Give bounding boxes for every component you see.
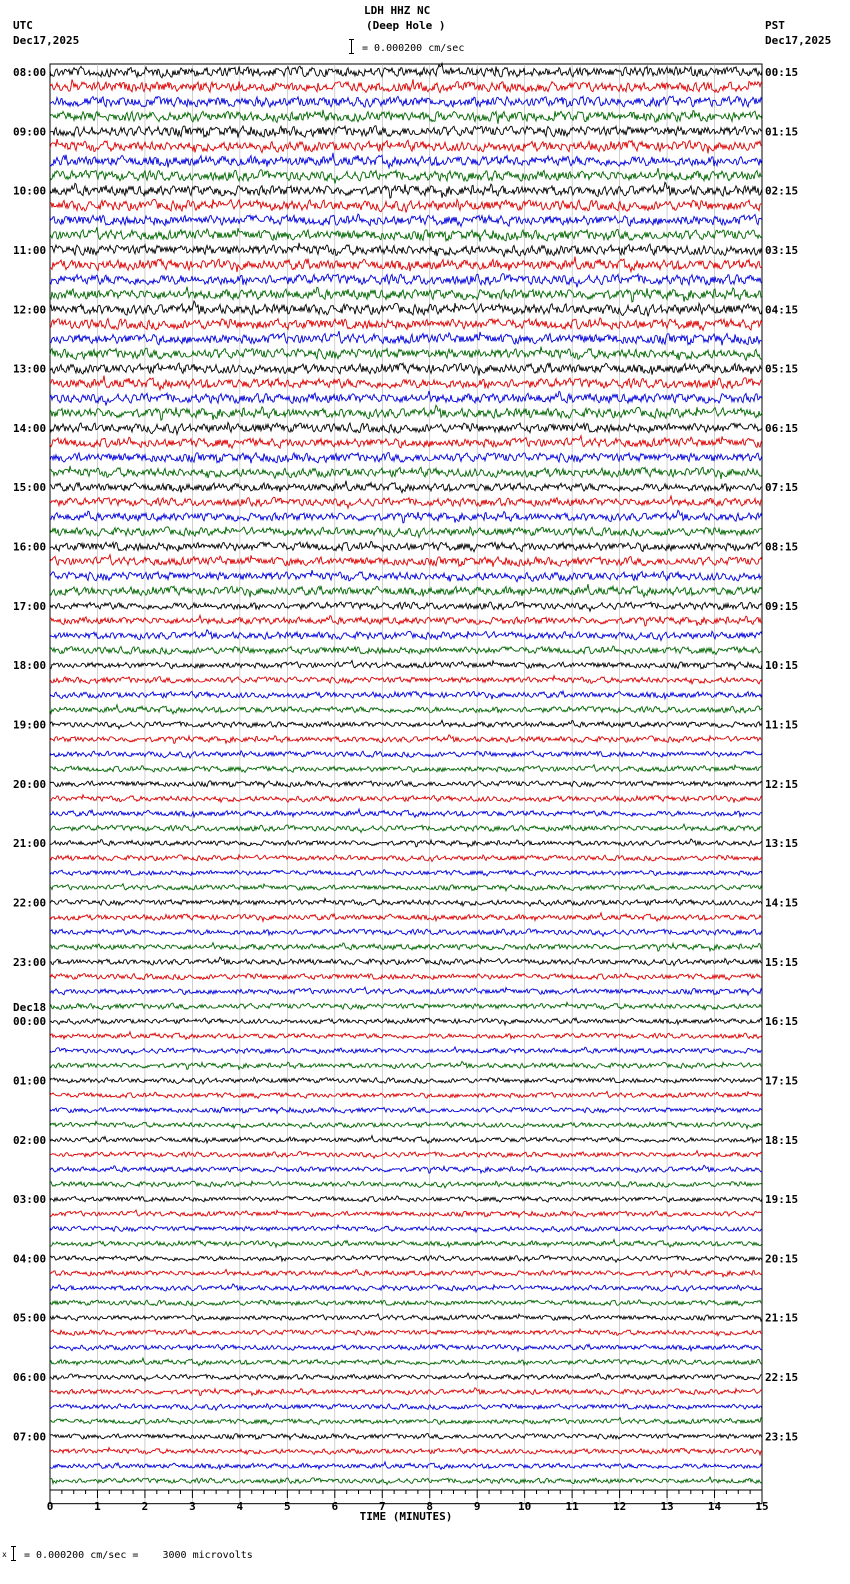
x-tick-label: 0 xyxy=(46,1500,54,1513)
trace-line xyxy=(50,1404,762,1411)
trace-line xyxy=(50,884,762,891)
right-hour-label: 17:15 xyxy=(765,1074,799,1088)
trace-line xyxy=(50,436,762,449)
trace-line xyxy=(50,466,762,479)
trace-line xyxy=(50,676,762,684)
trace-line xyxy=(50,957,762,966)
left-hour-label: 11:00 xyxy=(13,243,47,257)
station-title: LDH HHZ NC xyxy=(364,4,431,17)
left-hour-label: 08:00 xyxy=(13,66,47,79)
left-hour-label: 10:00 xyxy=(13,184,47,198)
trace-line xyxy=(50,1062,762,1070)
trace-line xyxy=(50,929,762,937)
x-tick-label: 6 xyxy=(331,1500,339,1513)
trace-line xyxy=(50,584,762,597)
trace-line xyxy=(50,1121,762,1128)
trace-line xyxy=(50,765,762,773)
trace-line xyxy=(50,1284,762,1292)
left-timezone: UTC xyxy=(13,19,33,32)
trace-line xyxy=(50,1462,762,1470)
trace-line xyxy=(50,199,762,212)
trace-line xyxy=(50,347,762,361)
trace-line xyxy=(50,481,762,493)
trace-line xyxy=(50,602,762,612)
left-hour-label: 14:00 xyxy=(13,421,47,435)
trace-line xyxy=(50,63,762,78)
left-hour-label: 05:00 xyxy=(13,1311,47,1325)
x-tick-label: 8 xyxy=(426,1500,434,1513)
trace-line xyxy=(50,126,762,138)
trace-line xyxy=(50,1196,762,1202)
trace-line xyxy=(50,630,762,641)
right-hour-label: 09:15 xyxy=(765,599,799,613)
trace-line xyxy=(50,405,762,420)
trace-line xyxy=(50,214,762,226)
trace-line xyxy=(50,824,762,832)
left-hour-label: 09:00 xyxy=(13,125,47,139)
right-hour-label: 14:15 xyxy=(765,896,799,910)
left-hour-label: 12:00 xyxy=(13,303,47,317)
trace-line xyxy=(50,1165,762,1173)
right-hour-label: 00:15 xyxy=(765,66,799,79)
right-hour-label: 16:15 xyxy=(765,1015,799,1029)
trace-line xyxy=(50,1136,762,1144)
x-tick-label: 9 xyxy=(473,1500,481,1513)
x-axis-label: TIME (MINUTES) xyxy=(359,1510,453,1523)
scale-label: = 0.000200 cm/sec xyxy=(362,43,465,54)
x-tick-label: 5 xyxy=(284,1500,291,1513)
right-hour-label: 10:15 xyxy=(765,659,799,673)
trace-line xyxy=(50,110,762,124)
trace-line xyxy=(50,1091,762,1098)
right-hour-label: 21:15 xyxy=(765,1311,799,1325)
right-hour-label: 23:15 xyxy=(765,1430,799,1444)
x-tick-label: 14 xyxy=(707,1500,722,1513)
trace-line xyxy=(50,318,762,330)
trace-line xyxy=(50,496,762,508)
trace-line xyxy=(50,1344,762,1351)
trace-line xyxy=(50,661,762,670)
left-hour-label: 00:00 xyxy=(13,1015,47,1029)
trace-line xyxy=(50,227,762,241)
trace-line xyxy=(50,527,762,538)
trace-line xyxy=(50,1151,762,1159)
x-tick-label: 7 xyxy=(378,1500,386,1513)
trace-line xyxy=(50,1210,762,1217)
left-hour-label: 15:00 xyxy=(13,481,47,495)
footer-scale-bar-icon xyxy=(11,1546,17,1562)
trace-line xyxy=(50,423,762,435)
trace-line xyxy=(50,391,762,406)
footer-scale-label: = 0.000200 cm/sec = 3000 microvolts xyxy=(24,1550,253,1561)
trace-line xyxy=(50,1181,762,1188)
trace-line xyxy=(50,1047,762,1055)
station-location: (Deep Hole ) xyxy=(366,19,446,32)
x-tick-label: 12 xyxy=(612,1500,627,1513)
trace-line xyxy=(50,376,762,390)
trace-line xyxy=(50,691,762,699)
trace-line xyxy=(50,751,762,758)
right-hour-label: 08:15 xyxy=(765,540,799,554)
trace-line xyxy=(50,1225,762,1232)
trace-line xyxy=(50,1314,762,1321)
trace-line xyxy=(50,301,762,316)
right-hour-label: 19:15 xyxy=(765,1193,799,1207)
trace-line xyxy=(50,139,762,153)
trace-line xyxy=(50,870,762,876)
trace-line xyxy=(50,1107,762,1113)
x-tick-label: 10 xyxy=(518,1500,532,1513)
trace-line xyxy=(50,795,762,803)
trace-line xyxy=(50,720,762,728)
right-hour-label: 02:15 xyxy=(765,184,799,198)
right-hour-label: 15:15 xyxy=(765,955,799,969)
trace-line xyxy=(50,182,762,198)
trace-line xyxy=(50,855,762,862)
left-hour-label: 20:00 xyxy=(13,777,47,791)
trace-line xyxy=(50,1032,762,1040)
trace-line xyxy=(50,510,762,523)
left-hour-label: 04:00 xyxy=(13,1252,47,1266)
trace-line xyxy=(50,839,762,847)
trace-line xyxy=(50,287,762,302)
trace-line xyxy=(50,274,762,288)
trace-line xyxy=(50,555,762,567)
x-tick-label: 13 xyxy=(660,1500,674,1513)
trace-line xyxy=(50,1002,762,1009)
trace-line xyxy=(50,1448,762,1455)
trace-line xyxy=(50,1269,762,1277)
trace-line xyxy=(50,1329,762,1336)
trace-line xyxy=(50,1358,762,1366)
trace-line xyxy=(50,1300,762,1306)
left-hour-label: 01:00 xyxy=(13,1074,47,1088)
trace-line xyxy=(50,1477,762,1485)
left-hour-label: 07:00 xyxy=(13,1430,47,1444)
trace-line xyxy=(50,1255,762,1262)
left-hour-label: 23:00 xyxy=(13,955,47,969)
right-hour-label: 13:15 xyxy=(765,837,799,851)
right-hour-label: 20:15 xyxy=(765,1252,799,1266)
trace-line xyxy=(50,79,762,92)
right-hour-label: 22:15 xyxy=(765,1371,799,1385)
trace-line xyxy=(50,257,762,273)
trace-line xyxy=(50,243,762,257)
left-hour-label: 13:00 xyxy=(13,362,47,376)
x-tick-label: 1 xyxy=(94,1500,101,1513)
trace-line xyxy=(50,781,762,788)
trace-line xyxy=(50,705,762,714)
right-hour-label: 05:15 xyxy=(765,362,799,376)
trace-line xyxy=(50,1418,762,1425)
trace-line xyxy=(50,96,762,107)
right-hour-label: 01:15 xyxy=(765,125,799,139)
x-tick-label: 3 xyxy=(189,1500,196,1513)
left-hour-label: 21:00 xyxy=(13,837,47,851)
trace-line xyxy=(50,1373,762,1381)
trace-line xyxy=(50,735,762,744)
x-tick-label: 2 xyxy=(141,1500,149,1513)
trace-line xyxy=(50,1077,762,1084)
trace-line xyxy=(50,973,762,980)
right-hour-label: 12:15 xyxy=(765,777,799,791)
trace-line xyxy=(50,913,762,922)
trace-line xyxy=(50,168,762,183)
trace-line xyxy=(50,987,762,995)
trace-line xyxy=(50,153,762,168)
date-change-label: Dec18 xyxy=(13,1001,47,1015)
trace-line xyxy=(50,363,762,376)
trace-line xyxy=(50,570,762,582)
footer-scale-prefix: x xyxy=(2,1550,7,1559)
left-hour-label: 19:00 xyxy=(13,718,47,732)
left-hour-label: 02:00 xyxy=(13,1133,47,1147)
trace-line xyxy=(50,809,762,817)
trace-line xyxy=(50,541,762,551)
left-date: Dec17,2025 xyxy=(13,34,80,47)
left-hour-label: 22:00 xyxy=(13,896,47,910)
left-hour-label: 16:00 xyxy=(13,540,47,554)
trace-line xyxy=(50,943,762,951)
x-tick-label: 4 xyxy=(236,1500,244,1513)
trace-line xyxy=(50,331,762,345)
trace-line xyxy=(50,1434,762,1440)
x-tick-label: 15 xyxy=(755,1500,769,1513)
trace-line xyxy=(50,646,762,655)
trace-line xyxy=(50,1240,762,1248)
trace-line xyxy=(50,1388,762,1396)
left-hour-label: 03:00 xyxy=(13,1193,47,1207)
right-hour-label: 07:15 xyxy=(765,481,799,495)
x-tick-label: 11 xyxy=(565,1500,579,1513)
right-hour-label: 03:15 xyxy=(765,243,799,257)
trace-line xyxy=(50,1018,762,1025)
trace-line xyxy=(50,899,762,907)
trace-line xyxy=(50,453,762,464)
right-hour-label: 04:15 xyxy=(765,303,799,317)
left-hour-label: 06:00 xyxy=(13,1371,47,1385)
right-hour-label: 18:15 xyxy=(765,1133,799,1147)
trace-line xyxy=(50,615,762,626)
right-timezone: PST xyxy=(765,19,785,32)
right-date: Dec17,2025 xyxy=(765,34,832,47)
right-hour-label: 06:15 xyxy=(765,421,799,435)
left-hour-label: 18:00 xyxy=(13,659,47,673)
right-hour-label: 11:15 xyxy=(765,718,799,732)
left-hour-label: 17:00 xyxy=(13,599,47,613)
